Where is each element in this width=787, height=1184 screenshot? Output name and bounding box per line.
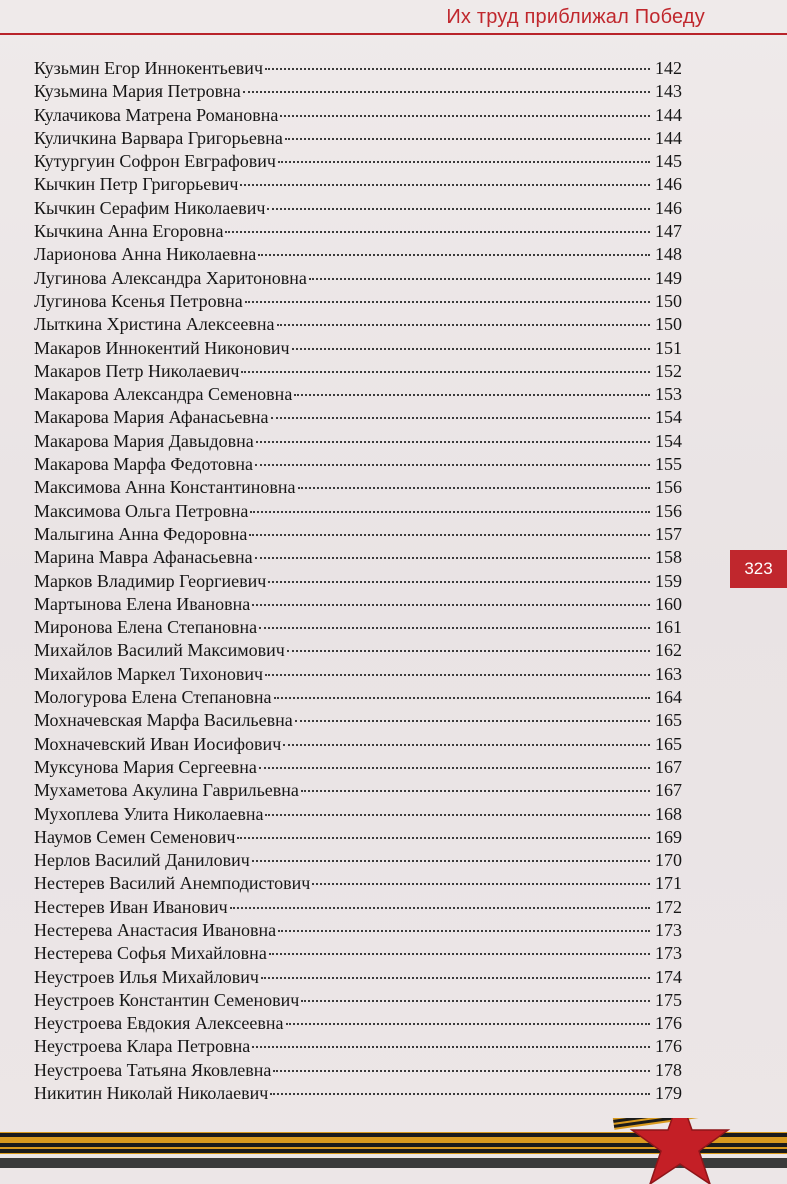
toc-dot-leader	[252, 604, 650, 606]
toc-entry-page: 156	[655, 477, 682, 498]
toc-dot-leader	[301, 790, 650, 792]
toc-entry	[34, 338, 682, 361]
toc-entry-page: 156	[655, 500, 682, 521]
toc-dot-leader	[301, 1000, 650, 1002]
toc-entry-page: 164	[655, 687, 682, 708]
toc-entry	[34, 407, 682, 430]
toc-entry-page: 157	[655, 523, 682, 544]
toc-entry-page: 175	[655, 989, 682, 1010]
toc-entry-name: Макаров Петр Николаевич	[34, 360, 240, 381]
toc-entry	[34, 757, 682, 780]
toc-dot-leader	[241, 371, 650, 373]
toc-entry	[34, 990, 682, 1013]
toc-entry	[34, 105, 682, 128]
page-number: 323	[744, 559, 773, 578]
toc-entry-name: Мохначевский Иван Иосифович	[34, 733, 282, 754]
toc-entry	[34, 943, 682, 966]
toc-entry-page: 170	[655, 850, 682, 871]
st-george-ribbon	[0, 1118, 787, 1184]
toc-entry-name: Максимова Анна Константиновна	[34, 477, 296, 498]
toc-entry-page: 143	[655, 81, 682, 102]
toc-dot-leader	[295, 720, 650, 722]
toc-dot-leader	[255, 464, 650, 466]
toc-dot-leader	[259, 767, 650, 769]
header-rule	[0, 33, 787, 35]
toc-entry-page: 146	[655, 174, 682, 195]
toc-dot-leader	[237, 837, 650, 839]
toc-entry	[34, 1083, 682, 1106]
toc-dot-leader	[265, 674, 650, 676]
toc-dot-leader	[255, 557, 650, 559]
toc-entry-page: 179	[655, 1083, 682, 1104]
toc-entry-name: Михайлов Маркел Тихонович	[34, 663, 264, 684]
header-title: Их труд приближал Победу	[446, 6, 705, 28]
toc-entry-name: Неустроев Константин Семенович	[34, 989, 300, 1010]
toc-dot-leader	[269, 953, 650, 955]
toc-entry-name: Кутургуин Софрон Евграфович	[34, 151, 276, 172]
toc-entry-name: Наумов Семен Семенович	[34, 826, 236, 847]
toc-entry-name: Мартынова Елена Ивановна	[34, 593, 251, 614]
toc-entry-name: Марина Мавра Афанасьевна	[34, 547, 253, 568]
toc-dot-leader	[250, 511, 650, 513]
toc-entry-name: Ларионова Анна Николаевна	[34, 244, 257, 265]
toc-entry	[34, 710, 682, 733]
toc-entry	[34, 151, 682, 174]
toc-entry-name: Лугинова Ксенья Петровна	[34, 290, 243, 311]
toc-entry-page: 176	[655, 1013, 682, 1034]
toc-dot-leader	[268, 581, 650, 583]
toc-entry-name: Макаров Иннокентий Никонович	[34, 337, 290, 358]
toc-entry-name: Марков Владимир Георгиевич	[34, 570, 267, 591]
toc-dot-leader	[294, 394, 650, 396]
toc-entry-name: Мохначевская Марфа Васильевна	[34, 710, 293, 731]
toc-entry	[34, 594, 682, 617]
toc-dot-leader	[274, 697, 650, 699]
toc-entry	[34, 640, 682, 663]
toc-entry	[34, 547, 682, 570]
toc-entry-name: Малыгина Анна Федоровна	[34, 523, 248, 544]
toc-entry-page: 167	[655, 780, 682, 801]
toc-entry-name: Макарова Александра Семеновна	[34, 384, 293, 405]
toc-entry	[34, 524, 682, 547]
toc-entry-page: 163	[655, 663, 682, 684]
toc-dot-leader	[271, 417, 650, 419]
toc-entry	[34, 873, 682, 896]
toc-dot-leader	[256, 441, 650, 443]
toc-entry	[34, 1060, 682, 1083]
toc-entry-name: Кулачикова Матрена Романовна	[34, 104, 279, 125]
toc-entry-page: 154	[655, 430, 682, 451]
toc-entry-name: Кузьмина Мария Петровна	[34, 81, 241, 102]
toc-entry	[34, 268, 682, 291]
toc-dot-leader	[252, 860, 650, 862]
toc-dot-leader	[287, 650, 650, 652]
toc-dot-leader	[252, 1046, 650, 1048]
toc-entry-name: Макарова Мария Афанасьевна	[34, 407, 269, 428]
toc-dot-leader	[261, 977, 650, 979]
toc-entry-name: Лугинова Александра Харитоновна	[34, 267, 307, 288]
toc-entry-name: Нестерева Софья Михайловна	[34, 943, 267, 964]
toc-entry-page: 150	[655, 314, 682, 335]
toc-entry	[34, 664, 682, 687]
toc-entry	[34, 827, 682, 850]
toc-entry	[34, 174, 682, 197]
toc-dot-leader	[240, 184, 650, 186]
toc-dot-leader	[278, 930, 650, 932]
table-of-contents	[34, 58, 682, 1106]
page-number-tab	[730, 550, 787, 588]
toc-entry	[34, 897, 682, 920]
toc-entry-name: Нестерева Анастасия Ивановна	[34, 919, 277, 940]
toc-dot-leader	[298, 487, 650, 489]
toc-entry-page: 152	[655, 360, 682, 381]
toc-entry-page: 173	[655, 919, 682, 940]
toc-entry	[34, 58, 682, 81]
toc-entry	[34, 967, 682, 990]
toc-entry-page: 161	[655, 617, 682, 638]
toc-entry-page: 149	[655, 267, 682, 288]
toc-entry-page: 158	[655, 547, 682, 568]
toc-entry-page: 150	[655, 290, 682, 311]
toc-entry-name: Неустроева Евдокия Алексеевна	[34, 1013, 284, 1034]
toc-entry-page: 173	[655, 943, 682, 964]
toc-dot-leader	[259, 627, 650, 629]
toc-entry-name: Нестерев Иван Иванович	[34, 896, 228, 917]
toc-entry-name: Макарова Мария Давыдовна	[34, 430, 254, 451]
toc-dot-leader	[277, 324, 651, 326]
toc-dot-leader	[273, 1070, 650, 1072]
toc-entry-name: Мухаметова Акулина Гаврильевна	[34, 780, 299, 801]
toc-entry-page: 169	[655, 826, 682, 847]
toc-entry-page: 165	[655, 733, 682, 754]
toc-entry-page: 174	[655, 966, 682, 987]
toc-dot-leader	[278, 161, 650, 163]
toc-dot-leader	[267, 208, 650, 210]
toc-entry-page: 178	[655, 1059, 682, 1080]
toc-entry-page: 171	[655, 873, 682, 894]
toc-entry-page: 151	[655, 337, 682, 358]
toc-entry-name: Макарова Марфа Федотовна	[34, 454, 253, 475]
toc-entry-page: 153	[655, 384, 682, 405]
toc-entry	[34, 198, 682, 221]
toc-entry	[34, 687, 682, 710]
toc-entry	[34, 804, 682, 827]
toc-dot-leader	[265, 814, 650, 816]
toc-entry-page: 146	[655, 197, 682, 218]
toc-entry-name: Мологурова Елена Степановна	[34, 687, 272, 708]
toc-entry-page: 144	[655, 104, 682, 125]
toc-entry	[34, 1013, 682, 1036]
toc-entry	[34, 291, 682, 314]
toc-entry-page: 160	[655, 593, 682, 614]
toc-entry-name: Неустроева Татьяна Яковлевна	[34, 1059, 272, 1080]
toc-entry	[34, 81, 682, 104]
toc-entry-name: Максимова Ольга Петровна	[34, 500, 249, 521]
toc-entry-name: Кычкина Анна Егоровна	[34, 221, 224, 242]
toc-entry	[34, 454, 682, 477]
toc-entry	[34, 361, 682, 384]
toc-entry-page: 142	[655, 58, 682, 78]
toc-dot-leader	[309, 278, 650, 280]
toc-dot-leader	[283, 744, 650, 746]
toc-entry	[34, 571, 682, 594]
toc-entry-name: Нерлов Василий Данилович	[34, 850, 250, 871]
toc-entry-page: 165	[655, 710, 682, 731]
toc-dot-leader	[265, 68, 650, 70]
toc-entry	[34, 477, 682, 500]
toc-entry-page: 159	[655, 570, 682, 591]
toc-entry-name: Мухоплева Улита Николаевна	[34, 803, 264, 824]
toc-dot-leader	[258, 254, 650, 256]
toc-entry-page: 145	[655, 151, 682, 172]
toc-entry-name: Муксунова Мария Сергеевна	[34, 756, 257, 777]
toc-dot-leader	[285, 138, 650, 140]
toc-entry-name: Лыткина Христина Алексеевна	[34, 314, 275, 335]
toc-dot-leader	[225, 231, 650, 233]
toc-entry-page: 176	[655, 1036, 682, 1057]
toc-dot-leader	[245, 301, 650, 303]
toc-entry	[34, 501, 682, 524]
toc-dot-leader	[312, 883, 650, 885]
toc-dot-leader	[292, 348, 650, 350]
toc-entry-page: 144	[655, 127, 682, 148]
toc-entry-page: 168	[655, 803, 682, 824]
toc-entry	[34, 850, 682, 873]
toc-entry-name: Кычкин Петр Григорьевич	[34, 174, 239, 195]
toc-entry	[34, 128, 682, 151]
toc-entry	[34, 617, 682, 640]
toc-entry	[34, 780, 682, 803]
toc-entry-page: 167	[655, 756, 682, 777]
toc-entry-name: Нестерев Василий Анемподистович	[34, 873, 311, 894]
toc-entry-page: 148	[655, 244, 682, 265]
toc-dot-leader	[270, 1093, 650, 1095]
toc-entry-page: 155	[655, 454, 682, 475]
toc-entry-name: Миронова Елена Степановна	[34, 617, 258, 638]
toc-entry-name: Михайлов Василий Максимович	[34, 640, 285, 661]
toc-entry	[34, 431, 682, 454]
toc-entry	[34, 920, 682, 943]
toc-dot-leader	[230, 907, 650, 909]
toc-entry-name: Никитин Николай Николаевич	[34, 1083, 269, 1104]
toc-entry	[34, 221, 682, 244]
toc-entry-page: 154	[655, 407, 682, 428]
toc-entry-name: Кузьмин Егор Иннокентьевич	[34, 58, 263, 78]
toc-dot-leader	[280, 115, 650, 117]
toc-entry-name: Неустроева Клара Петровна	[34, 1036, 251, 1057]
toc-dot-leader	[249, 534, 650, 536]
toc-dot-leader	[286, 1023, 650, 1025]
toc-dot-leader	[243, 91, 650, 93]
toc-entry-page: 162	[655, 640, 682, 661]
toc-entry	[34, 1036, 682, 1059]
toc-entry-name: Кычкин Серафим Николаевич	[34, 197, 266, 218]
running-header	[0, 0, 787, 36]
toc-entry-page: 172	[655, 896, 682, 917]
toc-entry-name: Неустроев Илья Михайлович	[34, 966, 259, 987]
toc-entry	[34, 384, 682, 407]
toc-entry	[34, 244, 682, 267]
toc-entry	[34, 734, 682, 757]
toc-entry	[34, 314, 682, 337]
toc-entry-name: Куличкина Варвара Григорьевна	[34, 127, 283, 148]
toc-entry-page: 147	[655, 221, 682, 242]
